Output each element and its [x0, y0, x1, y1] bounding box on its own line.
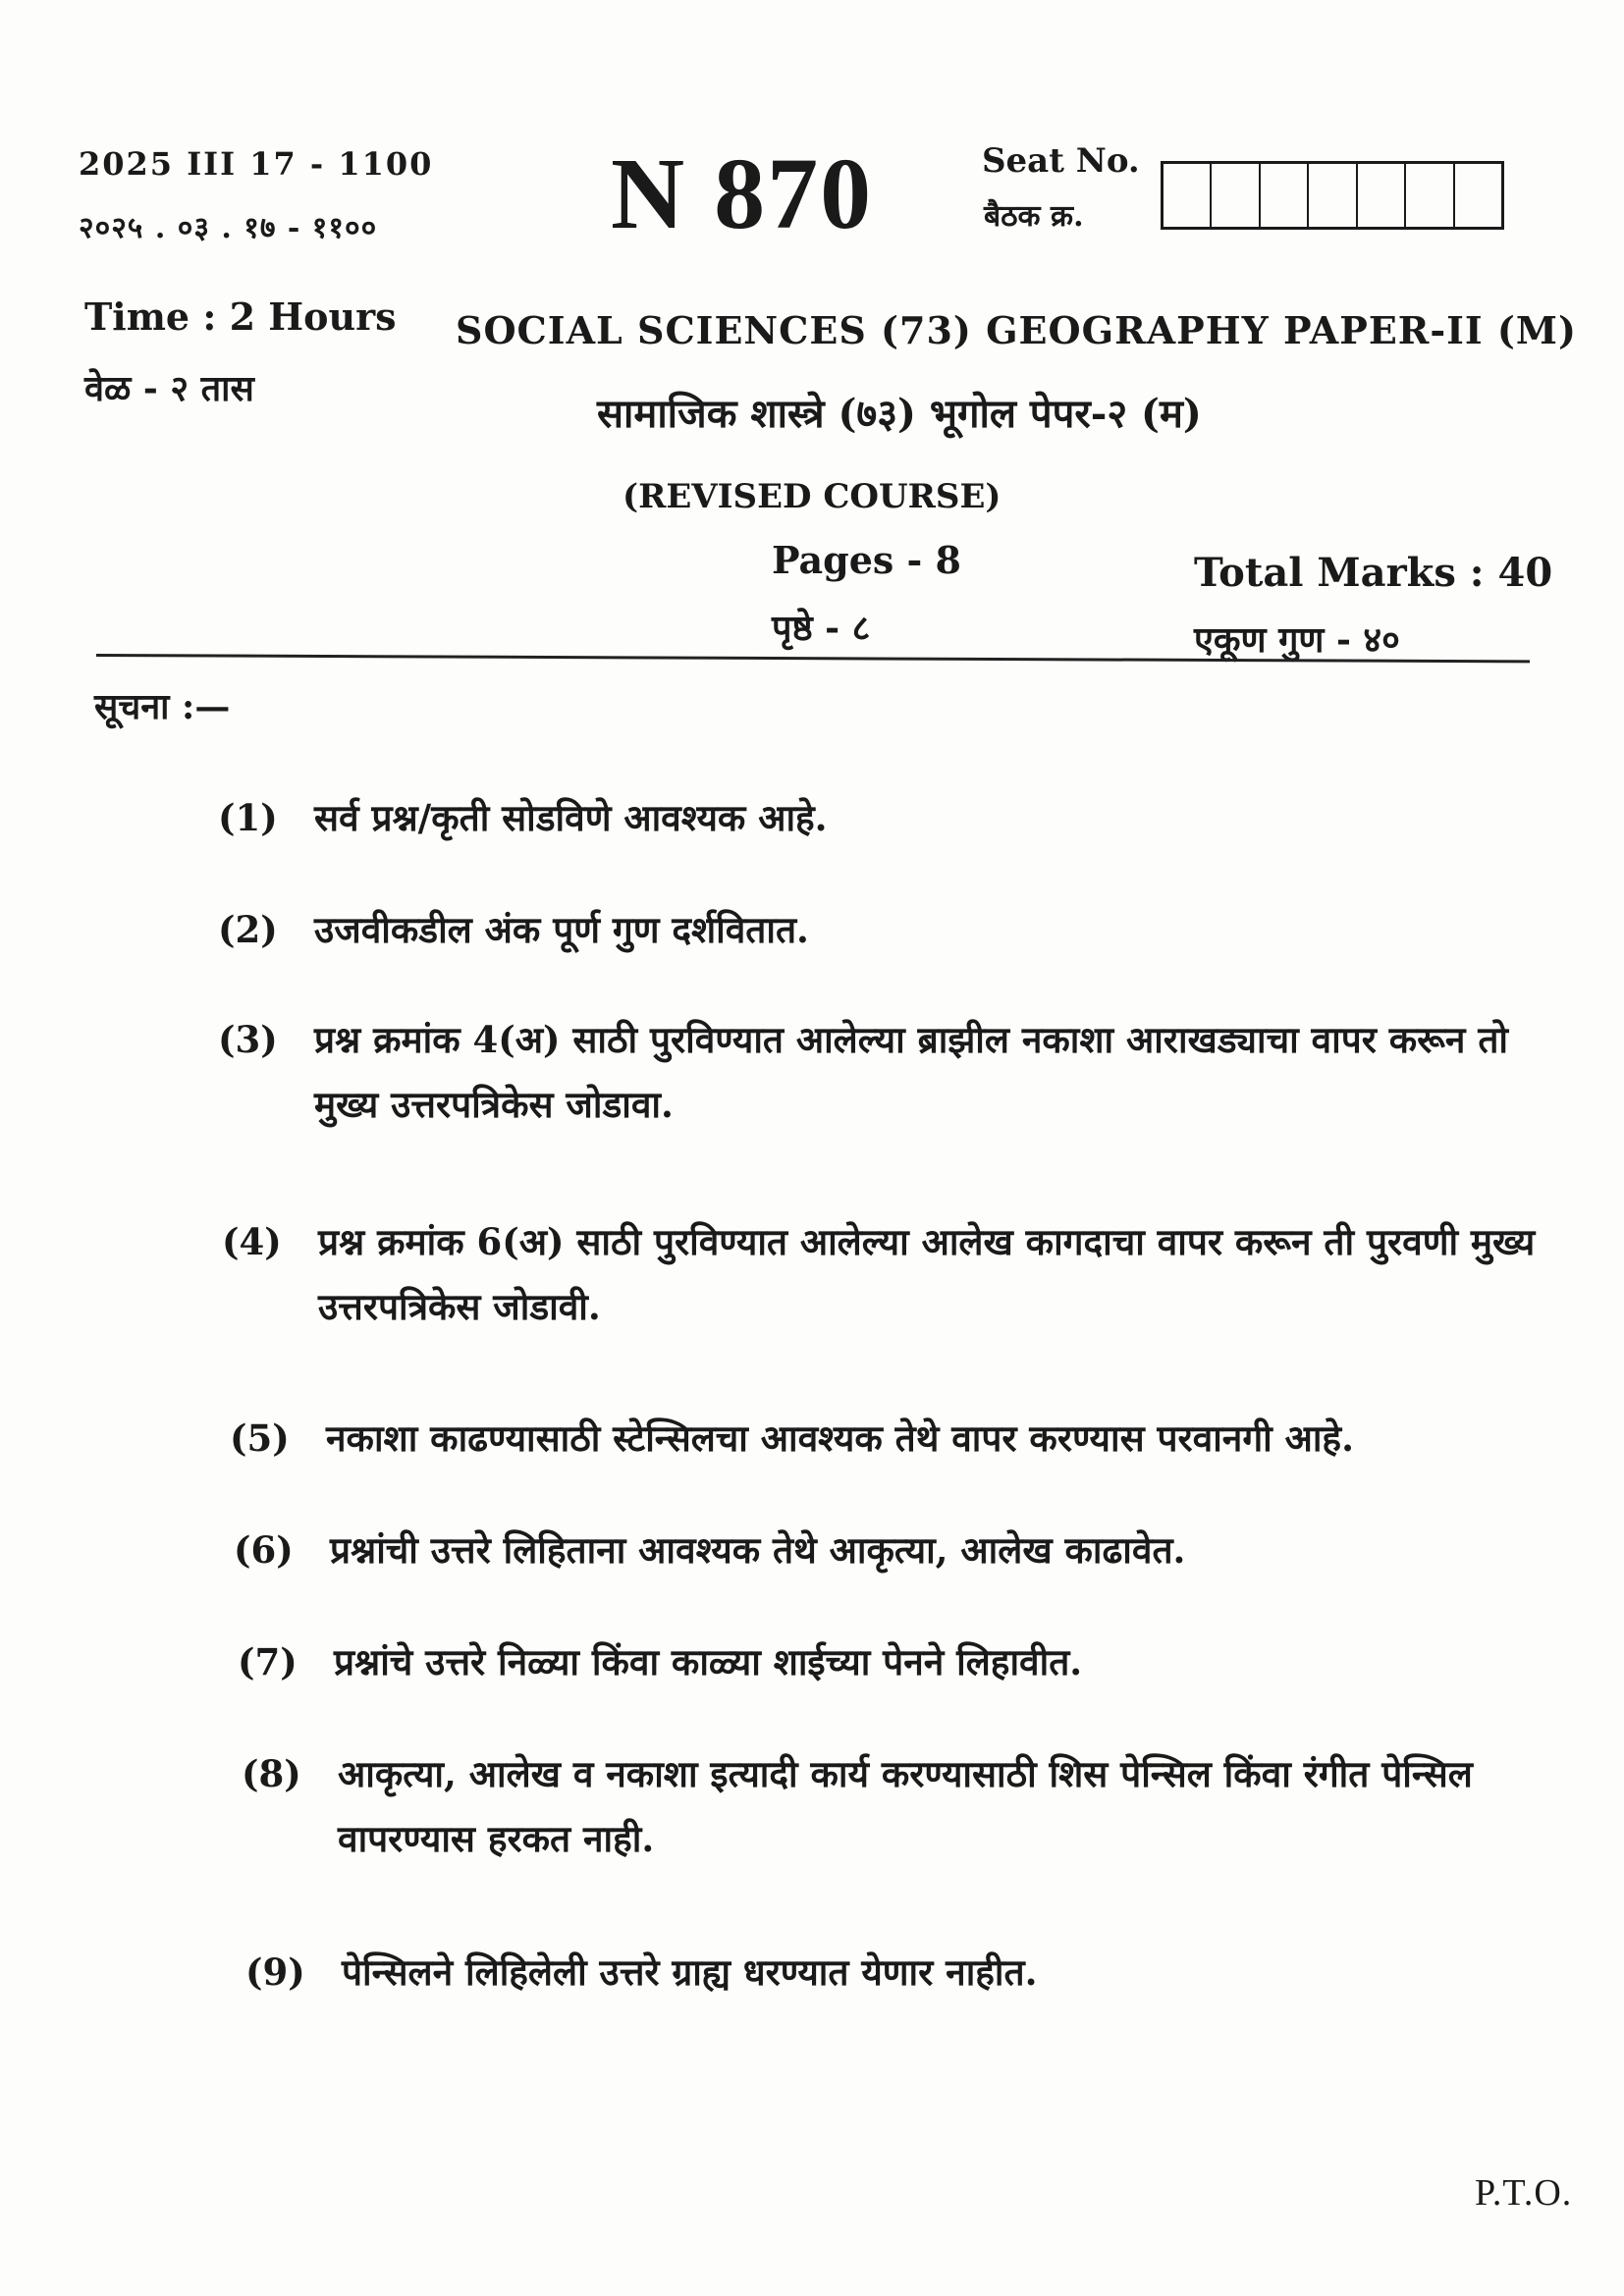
instruction-number: (3) [218, 1018, 278, 1061]
exam-code-mr: २०२५ . ०३ . १७ - ११०० [79, 211, 378, 245]
instruction-number: (4) [222, 1220, 282, 1263]
instruction-number: (2) [218, 908, 278, 951]
pages-en: Pages - 8 [772, 538, 961, 582]
pages-mr: पृष्ठे - ८ [772, 608, 871, 649]
seat-number-box[interactable] [1261, 164, 1309, 227]
subject-title-en: SOCIAL SCIENCES (73) GEOGRAPHY PAPER-II (M) [456, 308, 1577, 352]
seat-label-en: Seat No. [982, 141, 1140, 181]
course-label: (REVISED COURSE) [623, 477, 1001, 516]
seat-number-box[interactable] [1455, 164, 1501, 227]
instruction-text: नकाशा काढण्यासाठी स्टेन्सिलचा आवश्यक तेथे वापर करण्यास परवानगी आहे. [326, 1416, 1354, 1460]
instruction-text: उजवीकडील अंक पूर्ण गुण दर्शवितात. [314, 908, 809, 951]
instruction-text: सर्व प्रश्न/कृती सोडविणे आवश्यक आहे. [314, 796, 828, 839]
instruction-number: (7) [238, 1640, 298, 1683]
instruction-number: (9) [245, 1950, 305, 1994]
instruction-number: (5) [230, 1416, 290, 1460]
seat-number-box[interactable] [1358, 164, 1406, 227]
instruction-text: पेन्सिलने लिहिलेली उत्तरे ग्राह्य धरण्यात येणार नाहीत. [342, 1950, 1038, 1994]
seat-label-mr: बैठक क्र. [984, 199, 1084, 234]
instructions-heading: सूचना :— [94, 686, 231, 727]
time-mr: वेळ - २ तास [84, 368, 254, 409]
instruction-text: प्रश्न क्रमांक 6(अ) साठी पुरविण्यात आलेल्या आलेख कागदाचा वापर करून ती पुरवणी मुख्य उत्तरपत्रिकेस जोडावी. [318, 1220, 1536, 1328]
instruction-number: (1) [218, 796, 278, 839]
instruction-text: प्रश्न क्रमांक 4(अ) साठी पुरविण्यात आलेल्या ब्राझील नकाशा आराखड्याचा वापर करून तो मुख्य उत्तरपत्रिकेस जोडावा. [314, 1018, 1508, 1126]
total-marks-mr: एकूण गुण - ४० [1194, 619, 1400, 661]
subject-title-mr: सामाजिक शास्त्रे (७३) भूगोल पेपर-२ (म) [597, 391, 1202, 437]
seat-number-boxes[interactable] [1161, 161, 1504, 230]
seat-number-box[interactable] [1406, 164, 1454, 227]
time-en: Time : 2 Hours [84, 294, 397, 339]
instruction-number: (6) [234, 1528, 294, 1572]
total-marks-en: Total Marks : 40 [1194, 550, 1553, 596]
instruction-text: आकृत्या, आलेख व नकाशा इत्यादी कार्य करण्यासाठी शिस पेन्सिल किंवा रंगीत पेन्सिल वापरण्यास हरकत नाही. [338, 1752, 1473, 1860]
seat-number-box[interactable] [1212, 164, 1260, 227]
instruction-text: प्रश्नांचे उत्तरे निळ्या किंवा काळ्या शाईच्या पेनने लिहावीत. [334, 1640, 1083, 1683]
exam-code-en: 2025 III 17 - 1100 [79, 145, 434, 183]
paper-code: N 870 [611, 137, 874, 250]
pto-label: P.T.O. [1475, 2172, 1573, 2214]
instruction-text: प्रश्नांची उत्तरे लिहिताना आवश्यक तेथे आकृत्या, आलेख काढावेत. [330, 1528, 1186, 1572]
seat-number-box[interactable] [1164, 164, 1212, 227]
seat-number-box[interactable] [1309, 164, 1357, 227]
instruction-number: (8) [242, 1752, 301, 1795]
